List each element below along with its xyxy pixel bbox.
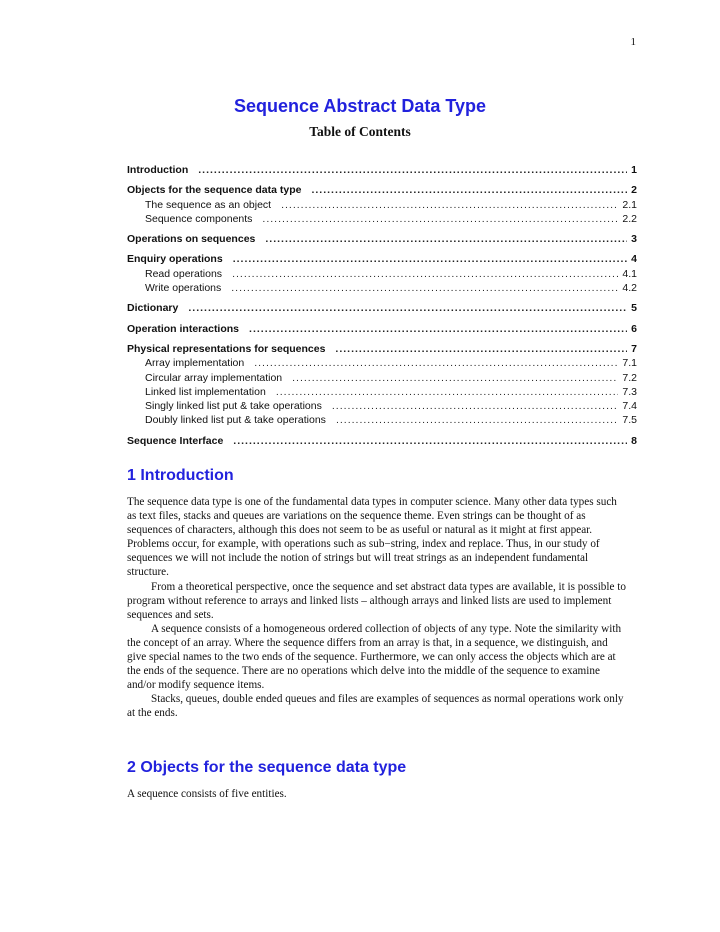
toc-leader-dots: [335, 342, 627, 356]
toc-heading: Table of Contents: [309, 124, 411, 139]
toc-leader-dots: [332, 399, 619, 413]
toc-subentry[interactable]: [127, 198, 637, 212]
toc-leader-dots: [336, 413, 618, 427]
toc-page-number: 4.1: [622, 267, 637, 280]
toc-leader-dots: [249, 322, 627, 336]
toc-page-number: 7.4: [622, 400, 637, 413]
introduction-body: [127, 495, 627, 721]
toc-entry-label: Operations on sequences: [127, 233, 256, 246]
toc-entry-label: Doubly linked list put & take operations: [145, 414, 326, 427]
toc-page-number: 3: [631, 233, 637, 246]
toc-group: [127, 301, 637, 315]
toc-leader-dots: [281, 198, 618, 212]
toc-subentry[interactable]: [127, 399, 637, 413]
toc-entry-label: Singly linked list put & take operations: [145, 400, 322, 413]
toc-page-number: 7: [631, 342, 637, 355]
toc-page-number: 2: [631, 184, 637, 197]
section-heading-objects: 2 Objects for the sequence data type: [127, 759, 407, 776]
toc-entry-label: Circular array implementation: [145, 371, 283, 384]
toc-group: [127, 342, 637, 428]
toc-leader-dots: [292, 371, 618, 385]
toc-leader-dots: [311, 183, 627, 197]
toc-entry[interactable]: [127, 322, 637, 336]
toc-leader-dots: [233, 434, 627, 448]
toc-page-number: 2.2: [622, 212, 637, 225]
toc-entry-label: Write operations: [145, 282, 222, 295]
toc-page-number: 2.1: [622, 198, 637, 211]
toc-entry-label: Objects for the sequence data type: [127, 184, 302, 197]
toc-entry[interactable]: [127, 301, 637, 315]
section-heading-introduction: 1 Introduction: [127, 467, 234, 484]
toc-entry-label: Physical representations for sequences: [127, 342, 326, 355]
toc-page-number: 4: [631, 253, 637, 266]
paragraph: The sequence data type is one of the fundamental data types in computer science. Many other data types such as text files, stacks and queues are variations on the sequence theme. Even strings can be thought of as sequences of characters, although this does not seem to be as useful or natural as it might at first appear. Problems occur, for example, with operations such as sub−string, index and replace. Thus, in our study of sequences we will not include the notion of strings but will treat strings as an independent fundamental structure.: [127, 496, 617, 579]
toc-entry-label: Operation interactions: [127, 322, 240, 335]
toc-leader-dots: [265, 232, 627, 246]
toc-subentry[interactable]: [127, 371, 637, 385]
toc-page-number: 7.1: [622, 357, 637, 370]
paragraph: From a theoretical perspective, once the sequence and set abstract data types are available, it is possible to program without reference to arrays and linked lists – although arrays and linked lists are used to implement sequences and sets.: [127, 580, 626, 621]
objects-body: [127, 787, 627, 801]
toc-subentry[interactable]: [127, 413, 637, 427]
toc-entry-label: Read operations: [145, 267, 223, 280]
toc-group: [127, 322, 637, 336]
toc-entry-label: Dictionary: [127, 302, 179, 315]
table-of-contents: [127, 163, 637, 454]
toc-group: [127, 183, 637, 226]
toc-leader-dots: [254, 356, 618, 370]
toc-page-number: 6: [631, 322, 637, 335]
toc-entry[interactable]: [127, 183, 637, 197]
page-number: 1: [630, 36, 636, 48]
toc-subentry[interactable]: [127, 267, 637, 281]
toc-entry-label: The sequence as an object: [145, 198, 272, 211]
toc-page-number: 8: [631, 434, 637, 447]
toc-leader-dots: [231, 281, 618, 295]
toc-page-number: 7.3: [622, 385, 637, 398]
toc-group: [127, 252, 637, 295]
toc-group: [127, 163, 637, 177]
toc-entry-label: Array implementation: [145, 357, 245, 370]
toc-entry[interactable]: [127, 252, 637, 266]
toc-subentry[interactable]: [127, 385, 637, 399]
toc-leader-dots: [262, 212, 618, 226]
toc-leader-dots: [198, 163, 627, 177]
paragraph: Stacks, queues, double ended queues and files are examples of sequences as normal operations work only at the ends.: [127, 693, 624, 720]
document-title: Sequence Abstract Data Type: [233, 96, 487, 116]
toc-leader-dots: [232, 267, 618, 281]
toc-subentry[interactable]: [127, 281, 637, 295]
toc-entry-label: Sequence components: [145, 212, 253, 225]
toc-entry[interactable]: [127, 342, 637, 356]
toc-entry-label: Enquiry operations: [127, 253, 223, 266]
toc-entry-label: Linked list implementation: [145, 385, 266, 398]
toc-leader-dots: [276, 385, 619, 399]
toc-entry[interactable]: [127, 232, 637, 246]
paragraph: A sequence consists of a homogeneous ordered collection of objects of any type. Note the similarity with the concept of an array. Where the sequence differs from an array is that, in a sequence, we distinguish, and give special names to the two ends of the sequence. Furthermore, we can only access the objects which are at the ends of the sequence. There are no operations which delve into the middle of the sequence to examine and/or modify sequence items.: [127, 622, 622, 692]
paragraph: A sequence consists of five entities.: [127, 788, 287, 800]
toc-page-number: 4.2: [622, 282, 637, 295]
toc-leader-dots: [233, 252, 627, 266]
toc-group: [127, 232, 637, 246]
toc-entry-label: Sequence Interface: [127, 434, 224, 447]
toc-subentry[interactable]: [127, 356, 637, 370]
toc-leader-dots: [188, 301, 627, 315]
toc-page-number: 7.5: [622, 414, 637, 427]
toc-group: [127, 434, 637, 448]
toc-entry-label: Introduction: [127, 164, 189, 176]
toc-page-number: 5: [631, 302, 637, 315]
toc-page-number: 7.2: [622, 371, 637, 384]
toc-entry[interactable]: [127, 434, 637, 448]
toc-page-number: 1: [631, 164, 637, 176]
toc-entry[interactable]: [127, 163, 637, 177]
toc-subentry[interactable]: [127, 212, 637, 226]
